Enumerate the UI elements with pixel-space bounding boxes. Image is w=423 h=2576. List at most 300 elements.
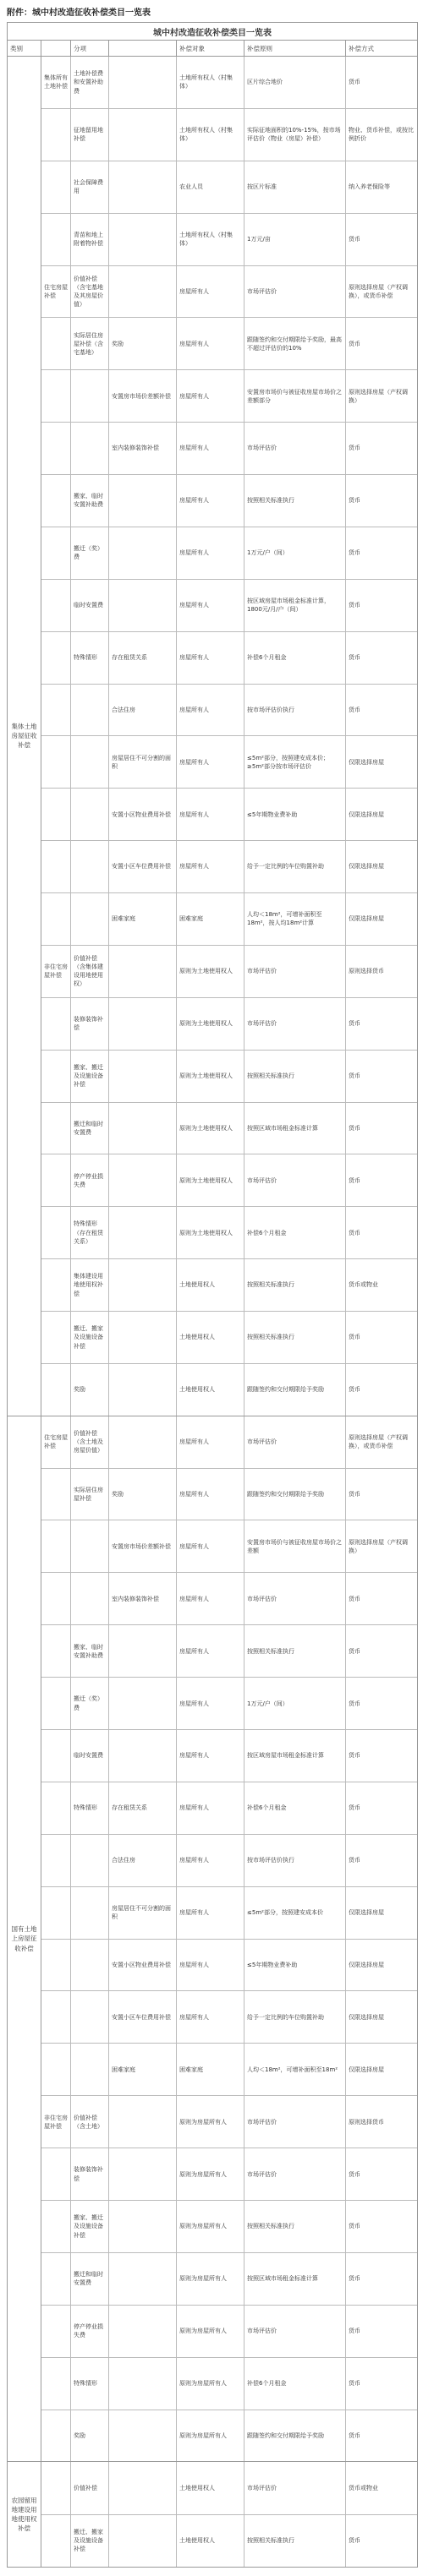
cell-method: 原则选择货币 — [349, 968, 384, 975]
cell-principle: 实际征地面积的10%-15%，按市场评估价（物业（房屋）补偿） — [244, 109, 346, 161]
cell-method: 货币 — [349, 549, 360, 557]
table-row — [41, 2306, 417, 2358]
table-row — [41, 1416, 417, 1469]
cell-principle: 按照相关标准执行 — [244, 1625, 346, 1677]
cell-principle: 按照相关标准执行 — [244, 1259, 346, 1311]
table-row — [41, 109, 417, 161]
cell-subitem: 合法住房 — [109, 685, 177, 736]
header-method: 补偿方式 — [349, 44, 374, 52]
cell-method: 货币 — [349, 2537, 360, 2545]
cell-object: 原则为房屋所有人 — [177, 2253, 244, 2305]
cell-object: 房屋所有人 — [177, 1730, 244, 1782]
cell-object: 原则为土地使用权人 — [177, 1207, 244, 1258]
cell-item — [71, 893, 109, 945]
cell-principle: 补偿6个月租金 — [244, 632, 346, 684]
cell-principle: 按区片标准 — [244, 161, 346, 213]
cell-group — [41, 2410, 71, 2462]
table-row — [41, 1364, 417, 1416]
cell-item: 实际居住房屋补偿（含宅基地） — [71, 318, 109, 369]
cell-method: 货币 — [349, 1752, 360, 1760]
cell-subitem: 室内装修装饰补偿 — [109, 423, 177, 474]
cell-subitem — [109, 2306, 177, 2357]
cell-group — [41, 2253, 71, 2305]
table-row — [41, 2201, 417, 2253]
cell-item: 价值补偿（含集体建设用地使用权） — [71, 946, 109, 997]
cell-principle: ≤5年期物业费补助 — [244, 1940, 346, 1991]
cell-item: 装修装饰补偿 — [71, 998, 109, 1050]
table-row — [41, 1835, 417, 1887]
cell-method: 货币 — [349, 1176, 360, 1184]
cell-method: 货币或物业 — [349, 2484, 378, 2491]
header-item: 分项 — [71, 41, 109, 56]
cell-subitem — [109, 527, 177, 579]
cell-object: 土地使用权人 — [177, 2515, 244, 2567]
table-row — [41, 946, 417, 998]
cell-group: 集体所有土地补偿 — [41, 57, 71, 108]
cell-item: 社会保障费用 — [71, 161, 109, 213]
cell-group — [41, 1782, 71, 1834]
cell-group — [41, 1364, 71, 1416]
table-row — [41, 1051, 417, 1103]
cell-principle: 市场评估价 — [244, 1154, 346, 1206]
table-row — [41, 2410, 417, 2462]
cell-object: 房屋所有人 — [177, 318, 244, 369]
cell-principle: ≤5m²部分，按照建安成本价 — [244, 1887, 346, 1939]
cell-method: 货币 — [349, 1595, 360, 1602]
section-label: 国有土地上房屋征收补偿 — [8, 1416, 41, 2462]
cell-method: 原则选择房屋（产权调换），或货币补偿 — [349, 1433, 408, 1450]
cell-principle: 市场评估价 — [244, 2096, 346, 2148]
cell-object: 房屋所有人 — [177, 685, 244, 736]
cell-object: 土地所有权人（村集体） — [177, 214, 244, 265]
cell-principle: 市场评估价 — [244, 266, 346, 318]
cell-object: 房屋所有人 — [177, 1573, 244, 1624]
cell-item: 实际居住房屋补偿 — [71, 1469, 109, 1520]
table-row — [41, 1154, 417, 1207]
cell-group — [41, 1207, 71, 1258]
cell-subitem: 困难家庭 — [109, 893, 177, 945]
cell-group — [41, 1312, 71, 1363]
cell-group — [41, 2358, 71, 2410]
table-row — [41, 998, 417, 1051]
cell-object: 原则为房屋所有人 — [177, 2306, 244, 2357]
cell-subitem — [109, 1051, 177, 1102]
cell-subitem — [109, 1103, 177, 1154]
table-row — [41, 1573, 417, 1625]
cell-group — [41, 2201, 71, 2252]
cell-group — [41, 2515, 71, 2567]
cell-method: 货币 — [349, 1700, 360, 1707]
cell-method: 货币 — [349, 1072, 360, 1079]
cell-object: 房屋所有人 — [177, 1625, 244, 1677]
table-header — [8, 41, 417, 57]
cell-subitem: 存在租赁关系 — [109, 632, 177, 684]
cell-principle: 市场评估价 — [244, 1573, 346, 1624]
cell-item: 搬迁、搬家及设施设备补偿 — [71, 1312, 109, 1363]
cell-object: 房屋所有人 — [177, 632, 244, 684]
cell-group — [41, 109, 71, 161]
cell-subitem — [109, 946, 177, 997]
cell-object: 房屋所有人 — [177, 370, 244, 422]
cell-principle: 给予一定比例的车位购置补助 — [244, 1991, 346, 2043]
cell-group — [41, 214, 71, 265]
cell-principle: 人均＜18m²，可增补面积至18m²，按人均18m²计算 — [244, 893, 346, 945]
cell-item: 装修装饰补偿 — [71, 2148, 109, 2200]
table-row — [41, 893, 417, 946]
cell-object: 困难家庭 — [177, 893, 244, 945]
cell-object: 土地使用权人 — [177, 1364, 244, 1416]
cell-method: 仅限选择房屋 — [349, 1961, 384, 1968]
cell-principle: 1万元/户（间） — [244, 1678, 346, 1729]
cell-principle: 按市场评估价执行 — [244, 1835, 346, 1886]
cell-method: 货币 — [349, 2431, 360, 2439]
cell-method: 货币或物业 — [349, 1281, 378, 1289]
cell-subitem — [109, 266, 177, 318]
table-row — [41, 580, 417, 632]
cell-object: 房屋所有人 — [177, 423, 244, 474]
cell-method: 原则选择房屋（产权调换） — [349, 1538, 408, 1554]
cell-item — [71, 736, 109, 788]
cell-method: 货币 — [349, 2275, 360, 2283]
cell-subitem — [109, 214, 177, 265]
cell-group — [41, 2462, 71, 2513]
cell-group — [41, 1469, 71, 1520]
cell-object: 房屋所有人 — [177, 1887, 244, 1939]
cell-method: 货币 — [349, 1229, 360, 1236]
cell-principle: ≤5年期物业费补助 — [244, 789, 346, 840]
cell-principle: 跟随签约和交付期限给予奖励 — [244, 1469, 346, 1520]
cell-principle: 按照区域市场租金标准计算 — [244, 1103, 346, 1154]
table-row — [41, 475, 417, 527]
cell-group — [41, 841, 71, 892]
table-row — [41, 2148, 417, 2201]
cell-principle: 按照相关标准执行 — [244, 2201, 346, 2252]
cell-item: 搬家、临时安置补助费 — [71, 475, 109, 527]
cell-method: 货币 — [349, 79, 360, 86]
cell-object: 原则为土地使用权人 — [177, 946, 244, 997]
cell-item: 搬家、搬迁及设施设备补偿 — [71, 2201, 109, 2252]
cell-group — [41, 685, 71, 736]
cell-group — [41, 1835, 71, 1886]
cell-group — [41, 1730, 71, 1782]
cell-method: 货币 — [349, 2223, 360, 2230]
cell-principle: 市场评估价 — [244, 998, 346, 1050]
cell-subitem — [109, 161, 177, 213]
cell-group — [41, 2044, 71, 2095]
cell-item: 土地补偿费和安置补助费 — [71, 57, 109, 108]
cell-subitem: 房屋居住不可分割的面积 — [109, 736, 177, 788]
cell-method: 货币 — [349, 706, 360, 713]
table-row — [41, 161, 417, 214]
cell-subitem — [109, 57, 177, 108]
cell-item — [71, 685, 109, 736]
cell-object: 房屋所有人 — [177, 1991, 244, 2043]
cell-principle: 按照区域市场租金标准计算 — [244, 2253, 346, 2305]
cell-principle: 安置房市场价与被征收房屋市场价之差额 — [244, 1520, 346, 1572]
cell-method: 货币 — [349, 340, 360, 347]
cell-subitem — [109, 1730, 177, 1782]
cell-method: 货币 — [349, 1020, 360, 1028]
cell-group — [41, 789, 71, 840]
cell-object: 房屋所有人 — [177, 1416, 244, 1468]
section-rows — [41, 57, 417, 1416]
cell-item: 搬迁（奖）费 — [71, 527, 109, 579]
cell-object: 原则为房屋所有人 — [177, 2358, 244, 2410]
cell-item: 搬家、搬迁及设施设备补偿 — [71, 1051, 109, 1102]
table-row — [41, 2253, 417, 2306]
cell-subitem: 安置房市场价差额补偿 — [109, 370, 177, 422]
cell-group — [41, 893, 71, 945]
cell-subitem — [109, 1416, 177, 1468]
cell-object: 农业人员 — [177, 161, 244, 213]
cell-group — [41, 1520, 71, 1572]
cell-method: 货币 — [349, 2170, 360, 2178]
cell-object: 房屋所有人 — [177, 527, 244, 579]
cell-principle: 市场评估价 — [244, 946, 346, 997]
cell-group — [41, 370, 71, 422]
table-row — [41, 1520, 417, 1573]
cell-object: 房屋所有人 — [177, 789, 244, 840]
cell-object: 原则为房屋所有人 — [177, 2201, 244, 2252]
cell-item — [71, 1887, 109, 1939]
table-row — [41, 1782, 417, 1835]
cell-subitem — [109, 2462, 177, 2513]
cell-principle: 市场评估价 — [244, 2462, 346, 2513]
cell-item: 价值补偿 — [71, 2462, 109, 2513]
cell-item: 集体建设用地使用权补偿 — [71, 1259, 109, 1311]
cell-item — [71, 1835, 109, 1886]
cell-object: 房屋所有人 — [177, 266, 244, 318]
cell-subitem: 合法住房 — [109, 1835, 177, 1886]
cell-subitem — [109, 580, 177, 631]
cell-subitem — [109, 1154, 177, 1206]
table-row — [41, 1940, 417, 1992]
cell-group: 住宅房屋补偿 — [41, 266, 71, 318]
cell-method: 货币 — [349, 1490, 360, 1498]
cell-item — [71, 841, 109, 892]
cell-group — [41, 1625, 71, 1677]
cell-group — [41, 1678, 71, 1729]
table-title: 城中村改造征收补偿类目一览表 — [8, 23, 417, 41]
cell-subitem — [109, 998, 177, 1050]
cell-principle: 安置房市场价与被征收房屋市场价之差额部分 — [244, 370, 346, 422]
cell-object: 房屋所有人 — [177, 1469, 244, 1520]
cell-method: 货币 — [349, 1386, 360, 1394]
cell-group: 非住宅房屋补偿 — [41, 2096, 71, 2148]
table-row — [41, 266, 417, 319]
section-label: 集体土地房屋征收补偿 — [8, 57, 41, 1416]
cell-principle: 市场评估价 — [244, 423, 346, 474]
section-rows — [41, 2462, 417, 2567]
cell-object: 原则为房屋所有人 — [177, 2096, 244, 2148]
cell-principle: 给予一定比例的车位购置补助 — [244, 841, 346, 892]
cell-item: 价值补偿（含土地及房屋价值） — [71, 1416, 109, 1468]
cell-item — [71, 1520, 109, 1572]
cell-group — [41, 580, 71, 631]
cell-group: 住宅房屋补偿 — [41, 1416, 71, 1468]
cell-object: 原则为土地使用权人 — [177, 998, 244, 1050]
cell-object: 土地使用权人 — [177, 1312, 244, 1363]
cell-principle: 人均＜18m²，可增补面积至18m² — [244, 2044, 346, 2095]
cell-group — [41, 998, 71, 1050]
cell-subitem — [109, 2410, 177, 2462]
cell-item — [71, 423, 109, 474]
cell-group — [41, 2306, 71, 2357]
cell-group — [41, 1103, 71, 1154]
cell-group — [41, 1573, 71, 1624]
cell-group — [41, 2148, 71, 2200]
cell-method: 货币 — [349, 2380, 360, 2388]
header-group — [41, 41, 71, 56]
cell-object: 原则为土地使用权人 — [177, 1051, 244, 1102]
cell-method: 仅限选择房屋 — [349, 1909, 384, 1917]
table-row — [41, 789, 417, 841]
table-row — [41, 2515, 417, 2567]
cell-object: 原则为房屋所有人 — [177, 2148, 244, 2200]
cell-method: 货币 — [349, 235, 360, 243]
table-row — [41, 2358, 417, 2410]
table-section — [8, 2462, 417, 2567]
cell-item: 特殊情形 — [71, 2358, 109, 2410]
table-row — [41, 1887, 417, 1940]
cell-principle: 市场评估价 — [244, 2148, 346, 2200]
cell-principle: 1万元/户（间） — [244, 527, 346, 579]
cell-principle: 补偿6个月租金 — [244, 1782, 346, 1834]
table-row — [41, 214, 417, 266]
cell-subitem — [109, 1625, 177, 1677]
cell-principle: 补偿6个月租金 — [244, 1207, 346, 1258]
cell-item — [71, 1940, 109, 1991]
cell-item: 青苗和地上附着物补偿 — [71, 214, 109, 265]
cell-subitem — [109, 2253, 177, 2305]
table-row — [41, 57, 417, 109]
cell-subitem — [109, 1364, 177, 1416]
cell-subitem: 奖励 — [109, 1469, 177, 1520]
cell-object: 土地所有权人（村集体） — [177, 57, 244, 108]
cell-group — [41, 1991, 71, 2043]
cell-item: 停产停业损失费 — [71, 1154, 109, 1206]
header-category: 类别 — [8, 41, 41, 56]
compensation-table — [7, 22, 418, 2568]
cell-object: 房屋所有人 — [177, 1940, 244, 1991]
cell-method: 货币 — [349, 1804, 360, 1812]
cell-principle: 1万元/亩 — [244, 214, 346, 265]
cell-principle: 按区域房屋市场租金标准计算，1800元/月/户（间） — [244, 580, 346, 631]
cell-method: 仅限选择房屋 — [349, 2066, 384, 2073]
cell-item: 搬迁和临时安置费 — [71, 1103, 109, 1154]
cell-object: 房屋所有人 — [177, 1678, 244, 1729]
cell-object: 土地使用权人 — [177, 2462, 244, 2513]
cell-item — [71, 2044, 109, 2095]
cell-group — [41, 1259, 71, 1311]
cell-object: 房屋所有人 — [177, 736, 244, 788]
cell-principle: 跟随签约和交付期限给予奖励 — [244, 2410, 346, 2462]
cell-principle: 区片综合地价 — [244, 57, 346, 108]
cell-subitem — [109, 1259, 177, 1311]
table-row — [41, 1469, 417, 1521]
cell-group — [41, 1051, 71, 1102]
section-label: 农园留用地建设用地使用权补偿 — [8, 2462, 41, 2567]
cell-method: 货币 — [349, 445, 360, 452]
cell-method: 货币 — [349, 497, 360, 505]
cell-method: 仅限选择房屋 — [349, 915, 384, 923]
cell-method: 货币 — [349, 1334, 360, 1341]
cell-method: 纳入养老保险等 — [349, 183, 390, 191]
table-row — [41, 2462, 417, 2514]
table-row — [41, 318, 417, 370]
cell-item: 特殊情形（存在租赁关系） — [71, 1207, 109, 1258]
cell-item: 搬迁（奖）费 — [71, 1678, 109, 1729]
table-row — [41, 1625, 417, 1678]
cell-group — [41, 1940, 71, 1991]
cell-object: 房屋所有人 — [177, 475, 244, 527]
cell-principle: ≤5m²部分，按照建安成本价；≥5m²部分按市场评估价 — [244, 736, 346, 788]
cell-method: 仅限选择房屋 — [349, 758, 384, 766]
cell-subitem: 安置小区车位费用补偿 — [109, 1991, 177, 2043]
cell-subitem: 困难家庭 — [109, 2044, 177, 2095]
cell-item: 搬家、临时安置补助费 — [71, 1625, 109, 1677]
cell-group — [41, 161, 71, 213]
cell-method: 货币 — [349, 602, 360, 609]
table-row — [41, 632, 417, 685]
cell-item: 停产停业损失费 — [71, 2306, 109, 2357]
cell-method: 货币 — [349, 2328, 360, 2335]
cell-item: 特殊情形 — [71, 632, 109, 684]
cell-subitem — [109, 2201, 177, 2252]
cell-item: 特殊情形 — [71, 1782, 109, 1834]
cell-object: 困难家庭 — [177, 2044, 244, 2095]
cell-object: 土地使用权人 — [177, 1259, 244, 1311]
header-object: 补偿对象 — [177, 41, 244, 56]
cell-method: 仅限选择房屋 — [349, 2013, 384, 2021]
cell-object: 房屋所有人 — [177, 1835, 244, 1886]
cell-subitem: 奖励 — [109, 318, 177, 369]
cell-object: 原则为土地使用权人 — [177, 1154, 244, 1206]
cell-principle: 跟随签约和交付期限给予奖励，最高不超过评估价的10% — [244, 318, 346, 369]
cell-item — [71, 1573, 109, 1624]
cell-subitem: 安置小区物业费用补偿 — [109, 1940, 177, 1991]
cell-group — [41, 1154, 71, 1206]
table-section — [8, 1416, 417, 2463]
cell-item — [71, 370, 109, 422]
cell-subitem — [109, 2148, 177, 2200]
cell-subitem — [109, 475, 177, 527]
cell-subitem — [109, 2096, 177, 2148]
cell-method: 物业、货币补偿，或按比例折价 — [349, 127, 414, 143]
cell-object: 房屋所有人 — [177, 841, 244, 892]
cell-item — [71, 1991, 109, 2043]
cell-item: 临时安置费 — [71, 1730, 109, 1782]
cell-principle: 按市场评估价执行 — [244, 685, 346, 736]
cell-principle: 按照相关标准执行 — [244, 2515, 346, 2567]
cell-group — [41, 736, 71, 788]
cell-group — [41, 318, 71, 369]
cell-subitem: 安置房市场价差额补偿 — [109, 1520, 177, 1572]
table-row — [41, 1991, 417, 2044]
cell-group — [41, 475, 71, 527]
cell-principle: 按区域房屋市场租金标准计算 — [244, 1730, 346, 1782]
cell-object: 房屋所有人 — [177, 580, 244, 631]
cell-subitem: 存在租赁关系 — [109, 1782, 177, 1834]
cell-subitem — [109, 2515, 177, 2567]
table-row — [41, 1730, 417, 1782]
cell-item: 临时安置费 — [71, 580, 109, 631]
table-row — [41, 841, 417, 893]
cell-method: 货币 — [349, 1647, 360, 1655]
cell-item: 价值补偿（含土地） — [71, 2096, 109, 2148]
cell-item: 奖励 — [71, 1364, 109, 1416]
cell-subitem: 安置小区车位费用补偿 — [109, 841, 177, 892]
